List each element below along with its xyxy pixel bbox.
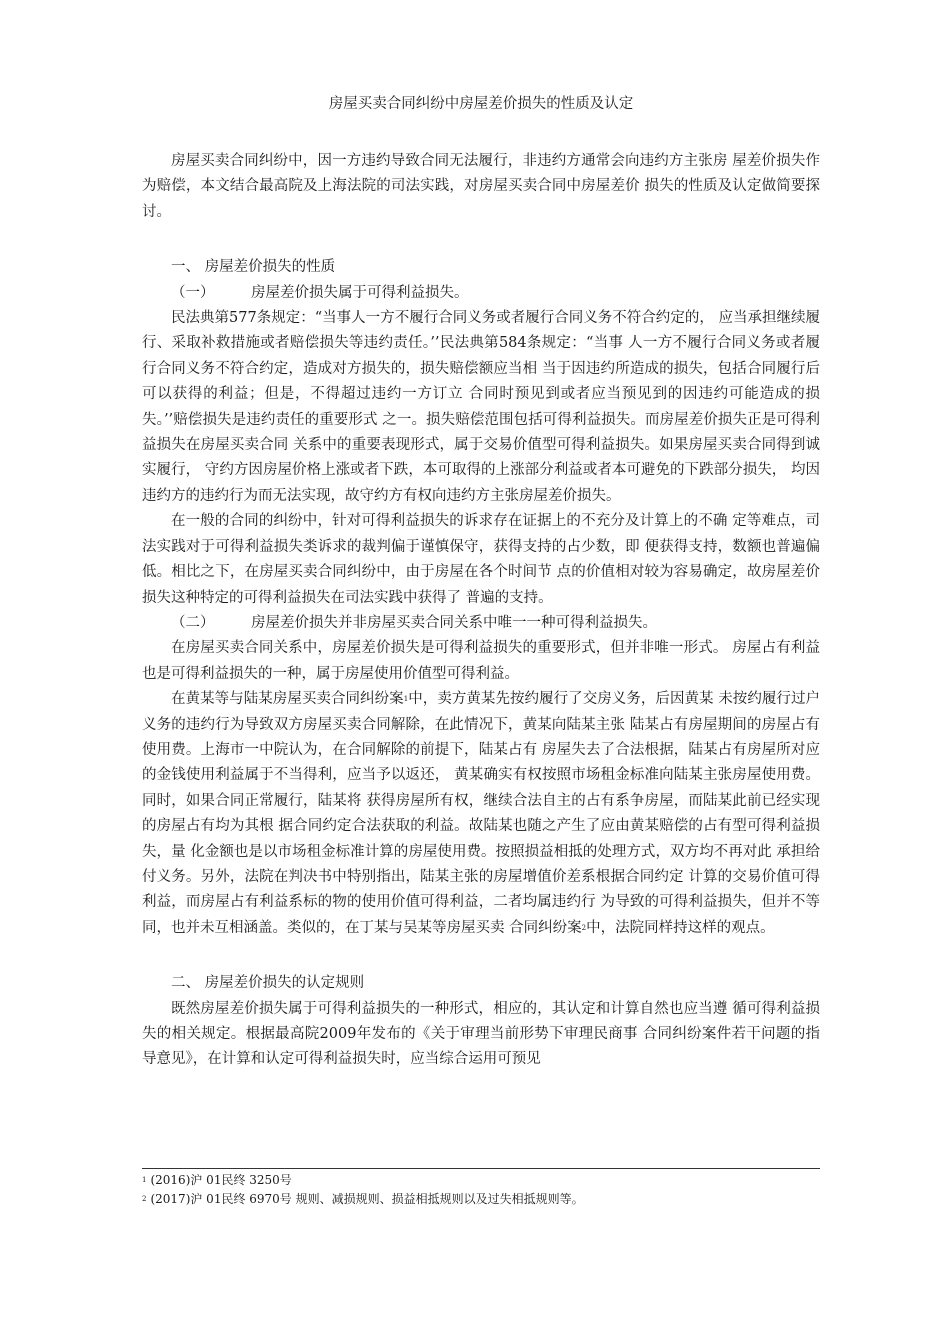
subsection-1-number: （一）: [171, 284, 215, 301]
subsection-1-heading: [142, 281, 820, 306]
subsection-2-paragraph-1: 在房屋买卖合同关系中，房屋差价损失是可得利益损失的重要形式，但并非唯一形式。 房屋占有利益也是可得利益损失的一种，属于房屋使用价值型可得利益。: [142, 640, 820, 682]
subsection-2-number: （二）: [171, 614, 215, 631]
section-gap: [142, 941, 820, 971]
footnote-divider: [142, 1168, 820, 1169]
footnote-text: (2017)沪 01民终 6970号 规则、减损规则、损益相抵规则以及过失相抵规则等。: [150, 1192, 584, 1206]
subsection-1-paragraph-2: 在一般的合同的纠纷中，针对可得利益损失的诉求存在证据上的不充分及计算上的不确 定等难点，司法实践对于可得利益损失类诉求的裁判偏于谨慎保守，获得支持的占少数，即 便获得支持，数额也普遍偏低。相比之下，在房屋买卖合同纠纷中，由于房屋在各个时间节 点的价值相对较为容易确定，故房屋差价损失这种特定的可得利益损失在司法实践中获得了 普遍的支持。: [142, 513, 820, 606]
footnote-1: [142, 1171, 820, 1190]
footnote-text: (2016)沪 01民终 3250号: [150, 1173, 292, 1187]
section-1-heading: 一、 房屋差价损失的性质: [171, 259, 336, 276]
intro-paragraph: 房屋买卖合同纠纷中，因一方违约导致合同无法履行，非违约方通常会向违约方主张房 屋差价损失作为赔偿，本文结合最高院及上海法院的司法实践，对房屋买卖合同中房屋差价 损失的性质及认定做简要探讨。: [142, 153, 820, 220]
subsection-2-heading: [142, 611, 820, 636]
section-gap: [142, 225, 820, 255]
subsection-2-paragraph-2: [142, 687, 820, 941]
paragraph-text: 在黄某等与陆某房屋买卖合同纠纷案: [171, 691, 404, 708]
section-2-heading: 二、 房屋差价损失的认定规则: [171, 975, 365, 992]
paragraph-text: 中，法院同样持这样的观点。: [586, 919, 775, 936]
footnote-mark: 2: [142, 1195, 147, 1203]
section-2-paragraph-1: 既然房屋差价损失属于可得利益损失的一种形式，相应的，其认定和计算自然也应当遵 循可得利益损失的相关规定。根据最高院2009年发布的《关于审理当前形势下审理民商事 合同纠纷案件若干问题的指导意见》，在计算和认定可得利益损失时，应当综合运用可预见: [142, 1000, 820, 1068]
subsection-1-title: 房屋差价损失属于可得利益损失。: [251, 284, 469, 301]
footnote-ref-1: 1: [403, 695, 409, 704]
paragraph-text: 中，卖方黄某先按约履行了交房义务，后因黄某 未按约履行过户义务的违约行为导致双方房屋买卖合同解除，在此情况下，黄某向陆某主张 陆某占有房屋期间的房屋占有使用费。上海市一中院认为，在合同解除的前提下，陆某占有 房屋失去了合法根据，陆某占有房屋所对应的金钱使用利益属于不当得利，应当予以返还， 黄某确实有权按照市场租金标准向陆某主张房屋使用费。同时，如果合同正常履行，陆某将 获得房屋所有权，继续合法自主的占有系争房屋，而陆某此前已经实现的房屋占有均为其根 据合同约定合法获取的利益。故陆某也随之产生了应由黄某赔偿的占有型可得利益损失，量 化金额也是以市场租金标准计算的房屋使用费。按照损益相抵的处理方式，双方均不再对此 承担给付义务。另外，法院在判决书中特别指出，陆某主张的房屋增值价差系根据合同约定 计算的交易价值可得利益，而房屋占有利益系标的物的使用价值可得利益，二者均属违约行 为导致的可得利益损失，但并不等同，也并未互相涵盖。类似的，在丁某与吴某等房屋买卖 合同纠纷案: [142, 691, 821, 936]
footnote-mark: 1: [142, 1176, 147, 1184]
footnote-2: [142, 1190, 820, 1209]
document-title: 房屋买卖合同纠纷中房屋差价损失的性质及认定: [328, 96, 634, 112]
footnotes: [142, 1168, 820, 1209]
footnote-ref-2: 2: [581, 923, 587, 932]
subsection-1-paragraph-1: 民法典第577条规定：“当事人一方不履行合同义务或者履行合同义务不符合约定的， 应当承担继续履行、采取补救措施或者赔偿损失等违约责任。’’民法典第584条规定：“当事 人一方不履行合同义务或者履行合同义务不符合约定，造成对方损失的，损失赔偿额应当相 当于因违约所造成的损失，包括合同履行后可以获得的利益；但是，不得超过违约一方订立 合同时预见到或者应当预见到的因违约可能造成的损失。’’赔偿损失是违约责任的重要形式 之一。损失赔偿范围包括可得利益损失。而房屋差价损失正是可得利益损失在房屋买卖合同 关系中的重要表现形式，属于交易价值型可得利益损失。如果房屋买卖合同得到诚实履行， 守约方因房屋价格上涨或者下跌，本可取得的上涨部分利益或者本可避免的下跌部分损失， 均因违约方的违约行为而无法实现，故守约方有权向违约方主张房屋差价损失。: [142, 310, 820, 504]
subsection-2-title: 房屋差价损失并非房屋买卖合同关系中唯一一种可得利益损失。: [251, 614, 657, 631]
